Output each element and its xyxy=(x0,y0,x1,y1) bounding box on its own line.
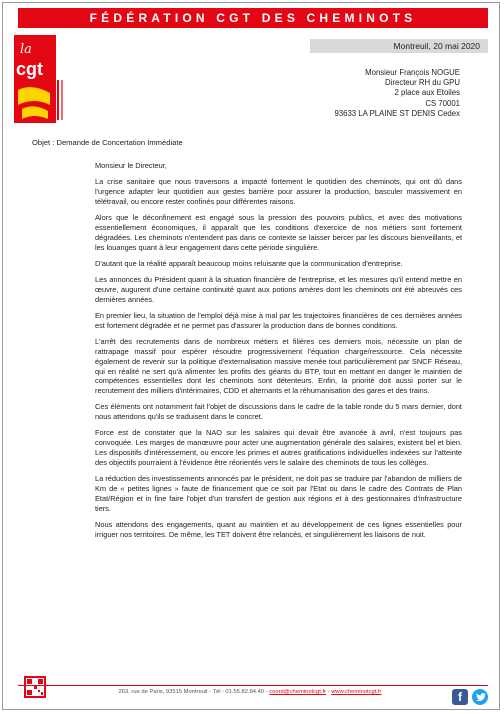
cgt-logo xyxy=(14,35,56,123)
logo-script-text: la xyxy=(20,42,32,57)
paragraph: En premier lieu, la situation de l'emploi déjà mise à mal par les trajectoires financières de ces dernières années est fortement dégradée et ne permet pas d'assurer la production dans de bonnes conditions. xyxy=(95,310,462,330)
twitter-icon[interactable] xyxy=(472,689,488,705)
paragraph: Nous attendons des engagements, quant au maintien et au développement de ces lignes essentielles pour irriguer nos territoires. De même, les TET doivent être relancés, et singulièrement les liaisons de nuit. xyxy=(95,520,462,539)
recipient-line: CS 70001 xyxy=(425,98,460,108)
letter-body xyxy=(95,161,462,546)
paragraph: Alors que le déconfinement est engagé sous la pression des pouvoirs publics, et avec des motivations essentiellement économiques, il apparaît que les conditions d'exercice de nos métiers sont fortement dégradées. Les cheminots n'entendent pas dans ce contexte se laisser bercer par les discours bienveillants, et les louanges quant à leur engagement dans cette période singulière. xyxy=(95,213,462,252)
paragraph: Ces éléments ont notamment fait l'objet de discussions dans le cadre de la table ronde du 5 mars dernier, dont nous attendons qu'ils se traduisent dans le concret. xyxy=(95,402,462,422)
paragraph: Force est de constater que la NAO sur les salaires qui devait être avancée à avril, n'est toujours pas convoquée. Les marges de manœuvre pour acter une augmentation générale des salaires, existent bel et bien. Les dispositifs d'intéressement, ou encore les primes et autres gratifications individuelles indexées sur l'atteinte des objectifs pourraient à l'évidence être réorientés vers le salaire des cheminots de tous les collèges. xyxy=(95,428,462,468)
recipient-line: Monsieur François NOGUE xyxy=(365,68,460,77)
footer-address-text: 263, rue de Paris, 93515 Montreuil - Tél : 01.55.82.84.40 - xyxy=(118,689,270,695)
logo-cgt-text: cgt xyxy=(16,59,43,79)
footer-divider xyxy=(18,685,488,686)
paragraph: L'arrêt des recrutements dans de nombreux métiers et filières ces derniers mois, nécessite un plan de rattrapage massif pour espérer résoudre progressivement l'équation charge/ressource. Cela nécessite également de revenir sur la politique d'externalisation massive menée tout particulièrement par SNCF Réseau, qui en réalité ne sert qu'à alimenter les profits des géants du BTP, tout en mettant en danger le maintien de compétences essentielles dont les cheminots sont détenteurs. Enfin, la priorité doit aussi porter sur le recrutement des milliers d'intérimaires, CDD et alternants et la réhumanisation des gares et des trains. xyxy=(95,336,462,396)
salutation: Monsieur le Directeur, xyxy=(95,161,167,170)
facebook-icon[interactable]: f xyxy=(452,689,468,705)
date-box: Montreuil, 20 mai 2020 xyxy=(310,39,488,53)
recipient-address xyxy=(334,68,460,119)
footer-website-link[interactable]: www.cheminotcgt.fr xyxy=(331,689,382,695)
recipient-line: Directeur RH du GPU xyxy=(385,78,460,88)
qr-code-icon xyxy=(24,676,46,698)
footer-address xyxy=(100,689,400,695)
paragraph: Les annonces du Président quant à la situation financière de l'entreprise, et les mesures qu'il entend mettre en œuvre, augurent d'une certaine continuité quant aux potions amères dont les cheminots ont été abreuvés ces dernières années. xyxy=(95,274,462,304)
paragraph: La réduction des investissements annoncés par le président, ne doit pas se traduire par l'abandon de milliers de Km de « petites lignes » faute de financement que ce soit par l'Etat ou dans le cadre des Contrats de Plan Etat/Région et in fine faire l'objet d'un transfert de gestion aux régions et à des gestionnaires d'infrastructure tiers. xyxy=(95,474,462,513)
paragraph: La crise sanitaire que nous traversons a impacté fortement le quotidien des cheminots, qui ont dû dans l'urgence adapter leur quotidien aux gestes barrière pour assurer la production, basculer massivement en télétravail, ou encore rester confinés pour différentes raisons. xyxy=(95,177,462,206)
logo-side-text-icon xyxy=(56,80,66,120)
recipient-line: 93633 LA PLAINE ST DENIS Cedex xyxy=(334,108,460,118)
recipient-line: 2 place aux Etoiles xyxy=(394,88,460,98)
letter-subject: Objet : Demande de Concertation Immédiate xyxy=(32,138,183,147)
paragraph: D'autant que la réalité apparaît beaucoup moins reluisante que la communication d'entreprise. xyxy=(95,258,403,268)
footer-separator: - xyxy=(326,689,332,695)
footer-email-link[interactable]: coord@cheminotcgt.fr xyxy=(269,689,327,695)
federation-header: FÉDÉRATION CGT DES CHEMINOTS xyxy=(18,8,488,28)
